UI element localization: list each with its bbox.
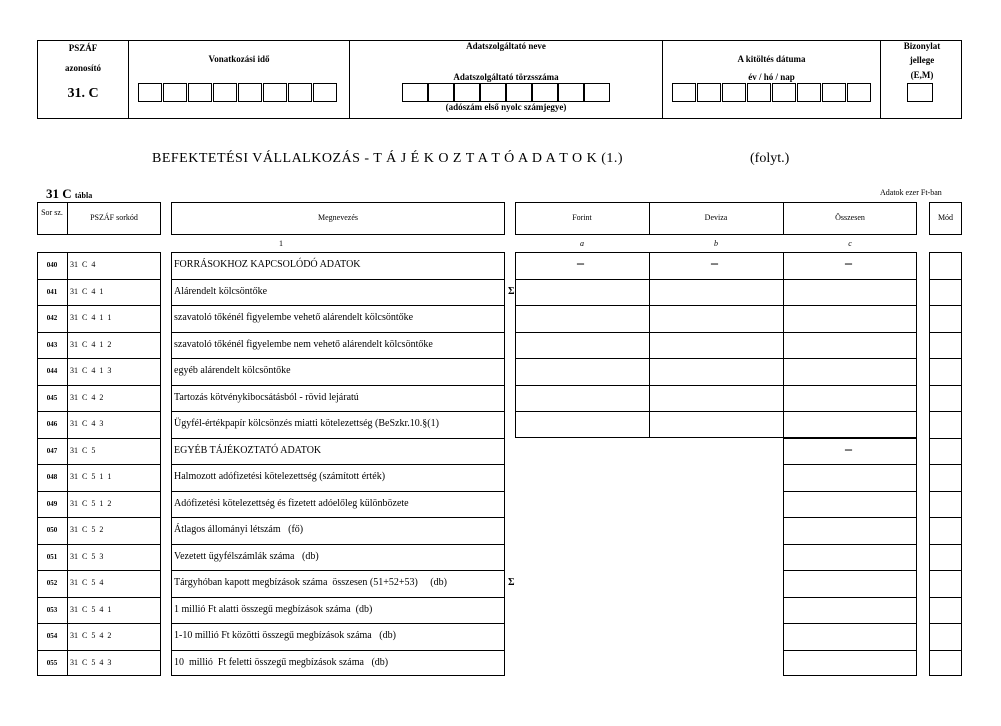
row-label: Alárendelt kölcsöntőke <box>174 285 268 297</box>
row-divider <box>929 570 962 571</box>
col-index-description: 1 <box>279 239 283 248</box>
provider-name-label: Adatszolgáltató neve <box>466 41 546 51</box>
header-divider <box>662 40 663 119</box>
deviza-dash: – <box>711 256 718 271</box>
row-number: 048 <box>46 473 58 481</box>
table-id: 31 C tábla <box>46 186 93 201</box>
row-number: 045 <box>46 393 58 402</box>
row-code: 31 C 4 1 <box>70 286 104 296</box>
row-divider <box>783 305 917 306</box>
col-index-forint: a <box>580 239 584 248</box>
row-code: 31 C 4 <box>70 260 96 269</box>
col-row-no: Sor sz. <box>41 208 63 217</box>
col-total: Összesen <box>835 213 865 222</box>
row-number: 054 <box>46 632 58 640</box>
row-divider <box>171 517 505 518</box>
row-code: 31 C 4 1 3 <box>70 366 112 375</box>
mod-cell[interactable] <box>931 360 960 383</box>
row-code: 31 C 4 1 2 <box>70 339 112 349</box>
row-divider <box>783 358 917 359</box>
row-divider <box>37 305 161 306</box>
row-divider <box>37 597 161 598</box>
row-divider <box>783 279 917 280</box>
total-cell[interactable] <box>785 572 915 595</box>
row-divider <box>171 464 505 465</box>
row-divider <box>37 279 161 280</box>
row-number: 053 <box>46 605 58 614</box>
row-divider <box>929 332 962 333</box>
total-cell[interactable] <box>785 413 915 436</box>
row-divider <box>171 279 505 280</box>
row-divider <box>171 650 505 651</box>
row-code: 31 C 5 4 3 <box>70 657 112 667</box>
deviza-cell[interactable] <box>651 413 781 436</box>
row-divider <box>37 332 161 333</box>
row-label: egyéb alárendelt kölcsöntőke <box>174 365 291 376</box>
row-divider <box>783 517 917 518</box>
row-divider <box>171 438 505 439</box>
row-label: Tartozás kötvénykibocsátásból - rövid lejáratú <box>174 391 359 403</box>
row-divider <box>929 358 962 359</box>
row-divider <box>783 438 917 439</box>
row-divider <box>929 597 962 598</box>
unit-note: Adatok ezer Ft-ban <box>880 188 942 197</box>
row-code: 31 C 4 3 <box>70 419 104 428</box>
mod-cell[interactable] <box>931 281 960 304</box>
row-label: Halmozott adófizetési kötelezettség (számított érték) <box>174 471 386 482</box>
header-divider <box>880 40 881 119</box>
forint-cell[interactable] <box>517 387 647 410</box>
row-divider <box>783 332 917 333</box>
deviza-cell[interactable] <box>651 281 781 304</box>
row-divider <box>929 464 962 465</box>
row-divider <box>171 332 505 333</box>
row-divider <box>929 544 962 545</box>
total-cell[interactable] <box>785 652 915 675</box>
row-label: szavatoló tőkénél figyelembe nem vehető alárendelt kölcsöntőke <box>174 338 433 350</box>
sigma-mark: Σ <box>508 285 515 297</box>
deviza-cell[interactable] <box>651 334 781 357</box>
row-divider <box>37 544 161 545</box>
row-divider <box>171 597 505 598</box>
row-divider <box>37 385 161 386</box>
row-divider <box>929 438 962 439</box>
row-divider <box>515 411 783 412</box>
row-label: Ügyfél-értékpapír kölcsönzés miatti kötelezettség (BeSzkr.10.§(1) <box>174 418 439 429</box>
pszaf-code: 31. C <box>67 86 99 101</box>
row-code: 31 C 4 2 <box>70 392 104 402</box>
row-number: 051 <box>46 552 58 561</box>
mod-cell[interactable] <box>931 625 960 648</box>
header-divider <box>349 40 350 119</box>
total-cell[interactable] <box>785 493 915 516</box>
row-code: 31 C 5 1 1 <box>70 472 112 481</box>
row-number: 046 <box>46 420 58 428</box>
provider-reg-note: (adószám első nyolc számjegye) <box>445 102 567 112</box>
row-divider <box>37 491 161 492</box>
row-divider <box>37 464 161 465</box>
fill-date-format: év / hó / nap <box>748 72 795 82</box>
mod-cell[interactable] <box>931 652 960 675</box>
row-divider <box>171 570 505 571</box>
col-description: Megnevezés <box>318 213 358 222</box>
deviza-cell[interactable] <box>651 360 781 383</box>
deviza-cell[interactable] <box>651 387 781 410</box>
row-label: Adófizetési kötelezettség és fizetett adóelőleg különbözete <box>174 497 409 509</box>
row-divider <box>929 411 962 412</box>
row-number: 055 <box>46 658 58 667</box>
sigma-mark: Σ <box>508 577 515 588</box>
doc-type-options: (E,M) <box>910 70 934 80</box>
row-divider <box>783 464 917 465</box>
row-divider <box>783 623 917 624</box>
row-number: 042 <box>46 314 58 322</box>
row-divider <box>783 385 917 386</box>
row-divider <box>171 544 505 545</box>
row-divider <box>929 491 962 492</box>
row-divider <box>37 438 161 439</box>
pszaf-label-2: azonosító <box>65 63 101 73</box>
mod-cell[interactable] <box>931 387 960 410</box>
mod-cell[interactable] <box>931 572 960 595</box>
row-label: FORRÁSOKHOZ KAPCSOLÓDÓ ADATOK <box>174 259 361 270</box>
row-code: 31 C 5 4 2 <box>70 631 112 640</box>
total-cell[interactable] <box>785 307 915 330</box>
mod-cell[interactable] <box>931 493 960 516</box>
row-code: 31 C 4 1 1 <box>70 313 112 322</box>
total-cell[interactable] <box>785 599 915 622</box>
row-divider <box>929 650 962 651</box>
row-divider <box>37 517 161 518</box>
total-cell[interactable] <box>785 625 915 648</box>
row-code: 31 C 5 4 1 <box>70 604 112 614</box>
row-code: 31 C 5 <box>70 445 96 455</box>
forint-cell[interactable] <box>517 413 647 436</box>
row-divider <box>515 358 783 359</box>
total-cell[interactable] <box>785 466 915 489</box>
row-divider <box>171 491 505 492</box>
row-divider <box>783 491 917 492</box>
row-number: 044 <box>46 367 58 375</box>
mod-cell[interactable] <box>931 546 960 569</box>
row-label: szavatoló tőkénél figyelembe vehető alárendelt kölcsöntőke <box>174 312 414 323</box>
row-divider <box>171 305 505 306</box>
row-divider <box>929 279 962 280</box>
row-label: 1 millió Ft alatti összegű megbízások száma (db) <box>174 603 373 615</box>
mod-cell[interactable] <box>931 466 960 489</box>
row-divider <box>171 385 505 386</box>
values-divider <box>649 252 650 438</box>
row-divider <box>515 332 783 333</box>
col-index-total: c <box>848 239 852 248</box>
period-label: Vonatkozási idő <box>208 54 270 64</box>
col-row-code: PSZÁF sorkód <box>90 213 138 222</box>
col-deviza: Deviza <box>704 213 728 222</box>
row-divider <box>783 650 917 651</box>
mod-cell[interactable] <box>931 519 960 542</box>
row-divider <box>929 385 962 386</box>
row-divider <box>783 570 917 571</box>
row-divider <box>929 623 962 624</box>
deviza-cell[interactable] <box>651 307 781 330</box>
row-divider <box>783 411 917 412</box>
row-number: 047 <box>46 446 58 455</box>
row-divider <box>515 385 783 386</box>
row-code: 31 C 5 4 <box>70 578 104 587</box>
row-divider <box>929 305 962 306</box>
page-title: BEFEKTETÉSI VÁLLALKOZÁS - T Á J É K O Z T A T Ó A D A T O K (1.) <box>152 151 624 166</box>
header-divider <box>128 40 129 119</box>
row-divider <box>783 544 917 545</box>
row-divider <box>171 358 505 359</box>
doc-type-label-2: jellege <box>909 55 935 65</box>
total-cell[interactable] <box>785 281 915 304</box>
row-divider <box>171 623 505 624</box>
total-dash: – <box>845 441 852 457</box>
row-divider <box>37 358 161 359</box>
provider-reg-digit-boxes[interactable] <box>402 83 612 102</box>
row-divider <box>783 597 917 598</box>
mod-cell[interactable] <box>931 599 960 622</box>
doc-type-box[interactable] <box>907 83 933 102</box>
mod-cell[interactable] <box>931 334 960 357</box>
provider-reg-label: Adatszolgáltató törzsszáma <box>453 72 559 82</box>
row-number: 049 <box>46 499 58 508</box>
fill-date-digit-boxes[interactable] <box>672 83 872 102</box>
total-dash: – <box>845 256 852 271</box>
row-number: 040 <box>46 261 58 269</box>
row-number: 041 <box>46 287 58 296</box>
page-title-suffix: (folyt.) <box>750 151 790 166</box>
forint-cell[interactable] <box>517 307 647 330</box>
forint-cell[interactable] <box>517 360 647 383</box>
mod-cell[interactable] <box>931 307 960 330</box>
period-digit-boxes[interactable] <box>138 83 338 102</box>
row-divider <box>929 517 962 518</box>
fill-date-label: A kitöltés dátuma <box>737 54 806 64</box>
row-code: 31 C 5 1 2 <box>70 498 112 508</box>
row-code: 31 C 5 3 <box>70 551 104 561</box>
row-divider <box>37 570 161 571</box>
total-cell[interactable] <box>785 360 915 383</box>
forint-cell[interactable] <box>517 281 647 304</box>
total-cell[interactable] <box>785 387 915 410</box>
row-divider <box>171 411 505 412</box>
total-cell[interactable] <box>785 334 915 357</box>
row-label: 10 millió Ft feletti összegű megbízások száma (db) <box>174 656 389 668</box>
col-mod: Mód <box>937 213 954 222</box>
row-label: Tárgyhóban kapott megbízások száma összesen (51+52+53) (db) <box>174 577 447 588</box>
row-number: 043 <box>46 340 58 349</box>
row-number: 050 <box>46 526 58 534</box>
row-divider <box>37 650 161 651</box>
row-label: Vezetett ügyfélszámlák száma (db) <box>174 550 319 562</box>
total-cell[interactable] <box>785 546 915 569</box>
total-cell[interactable] <box>785 519 915 542</box>
row-divider <box>515 279 783 280</box>
row-divider <box>37 411 161 412</box>
row-label: Átlagos állományi létszám (fő) <box>174 524 304 535</box>
mod-cell[interactable] <box>931 254 960 277</box>
mod-cell[interactable] <box>931 413 960 436</box>
row-label: 1-10 millió Ft közötti összegű megbízások száma (db) <box>174 630 396 641</box>
row-code: 31 C 5 2 <box>70 525 104 534</box>
forint-dash: – <box>577 256 584 271</box>
row-divider <box>37 623 161 624</box>
pszaf-label: PSZÁF <box>68 43 98 53</box>
forint-cell[interactable] <box>517 334 647 357</box>
col-forint: Forint <box>572 213 592 222</box>
col-index-deviza: b <box>714 239 718 248</box>
doc-type-label: Bizonylat <box>903 41 941 51</box>
row-divider <box>515 305 783 306</box>
mod-cell[interactable] <box>931 440 960 463</box>
row-number: 052 <box>46 579 58 587</box>
row-label: EGYÉB TÁJÉKOZTATÓ ADATOK <box>174 444 322 456</box>
